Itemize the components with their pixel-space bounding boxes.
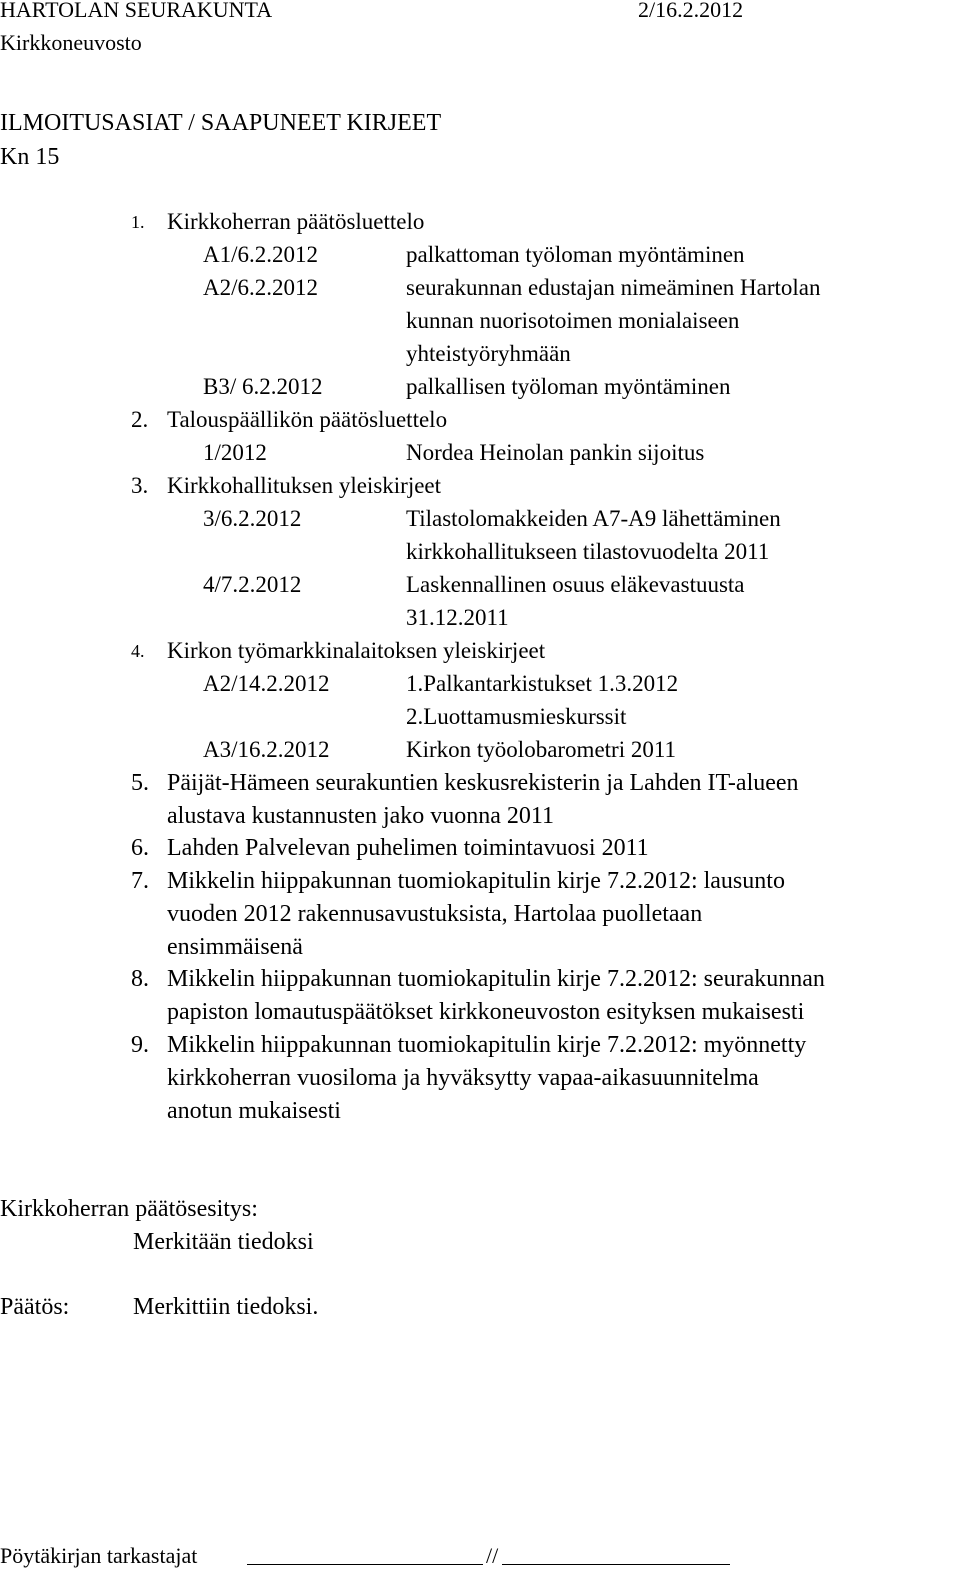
decision-label: Päätös:	[0, 1294, 70, 1320]
item-title: Kirkon työmarkkinalaitoksen yleiskirjeet	[167, 638, 546, 663]
entry-text: kunnan nuorisotoimen monialaiseen	[406, 308, 740, 333]
proposal-label: Kirkkoherran päätösesitys:	[0, 1196, 258, 1222]
entry-ref: A2/6.2.2012	[203, 275, 318, 300]
entry-text: 31.12.2011	[406, 605, 509, 630]
page-date: 2/16.2.2012	[638, 0, 744, 22]
item-text: Mikkelin hiippakunnan tuomiokapitulin kirje 7.2.2012: lausunto	[167, 868, 785, 894]
item-number: 8.	[131, 966, 149, 992]
entry-text: palkallisen työloman myöntäminen	[406, 374, 731, 399]
entry-text: Laskennallinen osuus eläkevastuusta	[406, 572, 745, 597]
item-text: Mikkelin hiippakunnan tuomiokapitulin kirje 7.2.2012: seurakunnan	[167, 966, 825, 992]
item-title: Kirkkohallituksen yleiskirjeet	[167, 473, 442, 498]
item-text: kirkkoherran vuosiloma ja hyväksytty vapaa-aikasuunnitelma	[167, 1065, 759, 1091]
entry-ref: 3/6.2.2012	[203, 506, 302, 531]
item-text: ensimmäisenä	[167, 934, 303, 960]
item-number: 7.	[131, 868, 149, 894]
section-number: Kn 15	[0, 144, 60, 170]
item-text: Lahden Palvelevan puhelimen toimintavuosi 2011	[167, 835, 649, 861]
decision-text: Merkittiin tiedoksi.	[133, 1294, 319, 1320]
section-title: ILMOITUSASIAT / SAAPUNEET KIRJEET	[0, 110, 442, 136]
entry-text: Kirkon työolobarometri 2011	[406, 737, 676, 762]
proposal-text: Merkitään tiedoksi	[133, 1229, 314, 1255]
signature-line-2	[502, 1564, 730, 1565]
entry-text: 1.Palkantarkistukset 1.3.2012	[406, 671, 679, 696]
entry-ref: 4/7.2.2012	[203, 572, 302, 597]
entry-text: Tilastolomakkeiden A7-A9 lähettäminen	[406, 506, 781, 531]
entry-ref: 1/2012	[203, 440, 267, 465]
entry-text: 2.Luottamusmieskurssit	[406, 704, 627, 729]
item-text: vuoden 2012 rakennusavustuksista, Hartolaa puolletaan	[167, 901, 703, 927]
item-number: 5.	[131, 770, 149, 796]
body-name: Kirkkoneuvosto	[0, 30, 142, 55]
entry-text: Nordea Heinolan pankin sijoitus	[406, 440, 705, 465]
item-text: Päijät-Hämeen seurakuntien keskusrekisterin ja Lahden IT-alueen	[167, 770, 799, 796]
item-number: 6.	[131, 835, 149, 861]
organization-name: HARTOLAN SEURAKUNTA	[0, 0, 273, 22]
entry-ref: A3/16.2.2012	[203, 737, 330, 762]
item-text: anotun mukaisesti	[167, 1098, 341, 1124]
item-text: alustava kustannusten jako vuonna 2011	[167, 803, 555, 829]
footer-label: Pöytäkirjan tarkastajat	[0, 1543, 198, 1568]
item-title: Kirkkoherran päätösluettelo	[167, 209, 425, 234]
entry-ref: A2/14.2.2012	[203, 671, 330, 696]
entry-text: kirkkohallitukseen tilastovuodelta 2011	[406, 539, 770, 564]
entry-ref: A1/6.2.2012	[203, 242, 318, 267]
item-title: Talouspäällikön päätösluettelo	[167, 407, 448, 432]
entry-text: seurakunnan edustajan nimeäminen Hartolan	[406, 275, 821, 300]
entry-text: palkattoman työloman myöntäminen	[406, 242, 745, 267]
item-number: 9.	[131, 1032, 149, 1058]
item-text: papiston lomautuspäätökset kirkkoneuvoston esityksen mukaisesti	[167, 999, 805, 1025]
signature-line-1	[247, 1564, 483, 1565]
item-number: 4.	[131, 641, 145, 661]
item-number: 1.	[131, 212, 145, 232]
item-text: Mikkelin hiippakunnan tuomiokapitulin kirje 7.2.2012: myönnetty	[167, 1032, 807, 1058]
footer-separator: //	[486, 1543, 499, 1568]
item-number: 3.	[131, 473, 149, 498]
entry-ref: B3/ 6.2.2012	[203, 374, 323, 399]
item-number: 2.	[131, 407, 149, 432]
entry-text: yhteistyöryhmään	[406, 341, 571, 366]
